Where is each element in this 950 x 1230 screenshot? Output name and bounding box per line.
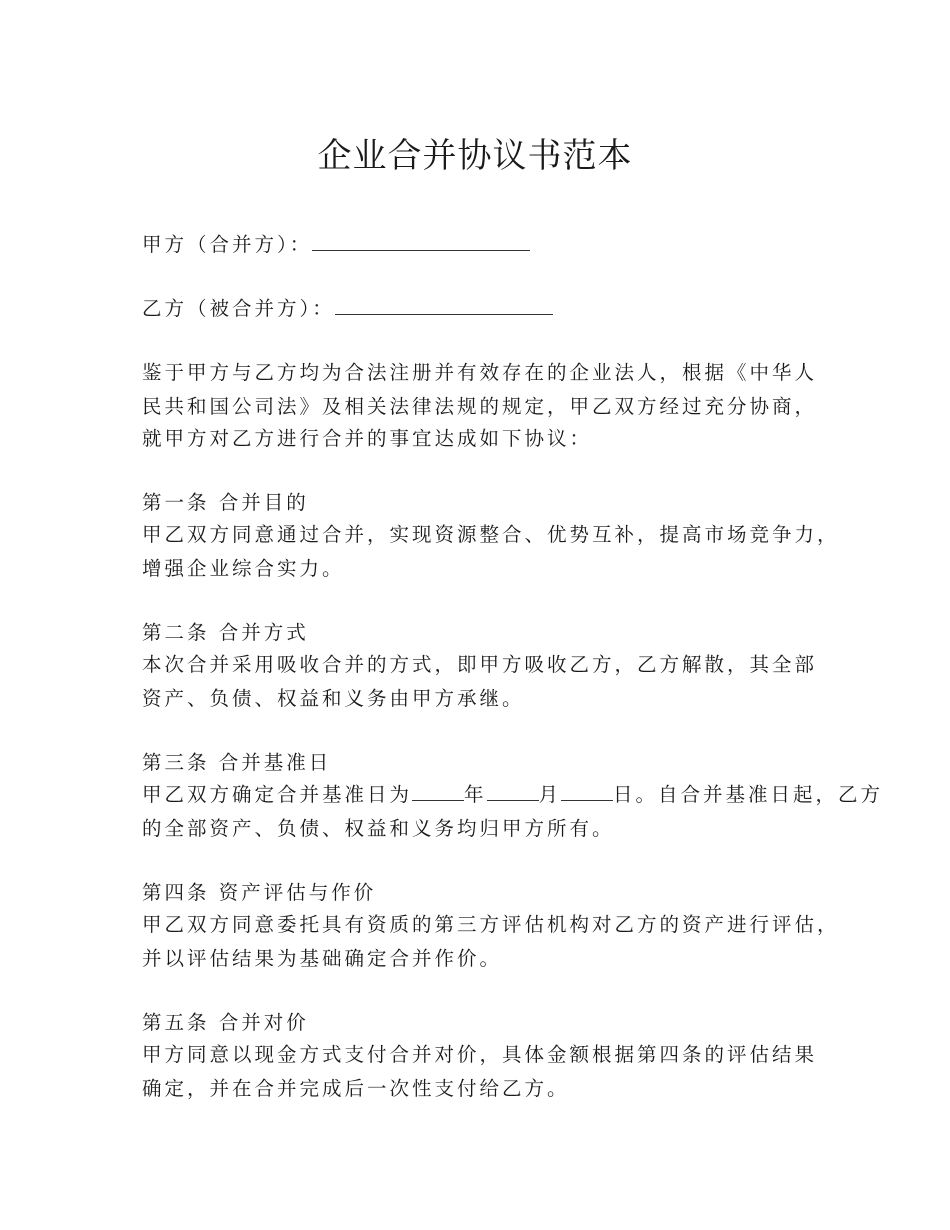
article-heading: 第四条 资产评估与作价: [142, 881, 377, 904]
article-heading: 第五条 合并对价: [142, 1011, 309, 1034]
party-a-blank: [312, 232, 530, 251]
document-title: 企业合并协议书范本: [317, 136, 633, 176]
article-text: 的全部资产、负债、权益和义务均归甲方所有。: [142, 817, 615, 840]
preamble-line: 就甲方对乙方进行合并的事宜达成如下协议：: [142, 427, 593, 450]
month-label: 月: [538, 783, 562, 806]
article-heading: 第三条 合并基准日: [142, 751, 332, 774]
preamble-line: 民共和国公司法》及相关法律法规的规定，甲乙双方经过充分协商，: [142, 395, 818, 418]
article-text: 确定，并在合并完成后一次性支付给乙方。: [142, 1077, 570, 1100]
article-text: 甲乙双方同意委托具有资质的第三方评估机构对乙方的资产进行评估，: [142, 913, 840, 936]
party-b-line: [142, 293, 553, 325]
preamble-line: 鉴于甲方与乙方均为合法注册并有效存在的企业法人，根据《中华人: [142, 361, 818, 384]
article-text: 甲方同意以现金方式支付合并对价，具体金额根据第四条的评估结果: [142, 1043, 818, 1066]
article-text: 资产、负债、权益和义务由甲方承继。: [142, 687, 525, 710]
article-text: 本次合并采用吸收合并的方式，即甲方吸收乙方，乙方解散，其全部: [142, 653, 818, 676]
article-heading: 第二条 合并方式: [142, 621, 309, 644]
party-b-label: 乙方（被合并方）：: [142, 297, 335, 320]
article-heading: 第一条 合并目的: [142, 491, 309, 514]
article-text: 增强企业综合实力。: [142, 557, 345, 580]
party-a-label: 甲方（合并方）：: [142, 233, 313, 256]
date-prefix: 甲乙双方确定合并基准日为: [142, 783, 413, 806]
party-b-blank: [335, 296, 553, 315]
day-blank: [561, 782, 613, 801]
article-text: 并以评估结果为基础确定合并作价。: [142, 947, 503, 970]
year-label: 年: [464, 783, 487, 806]
article-text-with-date-blanks: [142, 779, 883, 811]
year-blank: [412, 782, 464, 801]
date-suffix: 日。自合并基准日起，乙方: [613, 783, 884, 806]
month-blank: [487, 782, 539, 801]
article-text: 甲乙双方同意通过合并，实现资源整合、优势互补，提高市场竞争力，: [142, 523, 840, 546]
party-a-line: [142, 229, 530, 261]
